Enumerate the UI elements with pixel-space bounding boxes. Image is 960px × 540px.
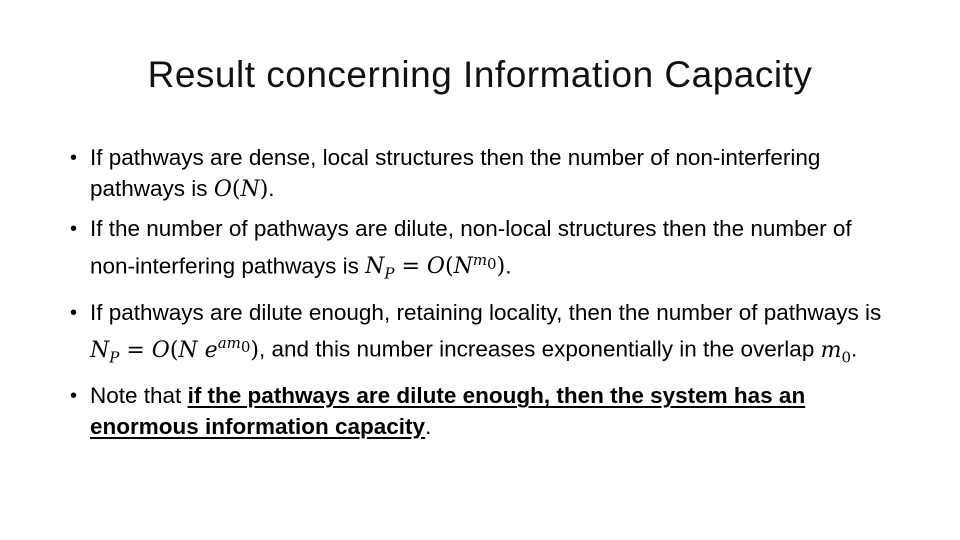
bullet-text: If the number of pathways are dilute, non-local structures then the number of non-interfering pathways is xyxy=(90,216,852,278)
bullet-end: . xyxy=(505,252,512,278)
math-expression: $N_P = O(N$ $e^{am_0}$) xyxy=(90,334,259,366)
bullet-text: If pathways are dilute enough, retaining locality, then the number of pathways is xyxy=(90,299,882,325)
bullet-dot-icon: • xyxy=(70,147,78,169)
bullet-dot-icon: • xyxy=(70,301,78,324)
bullet-dense-local xyxy=(62,143,892,205)
bullet-list xyxy=(62,143,892,451)
bullet-note xyxy=(62,381,892,442)
emphasized-conclusion: if the pathways are dilute enough, then the system has an enormous information capacity xyxy=(90,383,806,439)
bullet-text: Note that xyxy=(90,383,188,409)
math-overlap: $m_0$ xyxy=(820,337,851,366)
math-expression: $N_P = O(N^{m_0})$ xyxy=(365,250,506,283)
bullet-end: . xyxy=(851,336,858,362)
slide-title: Result concerning Information Capacity xyxy=(147,54,813,95)
math-expression: O(N) xyxy=(213,176,269,202)
bullet-dilute-local xyxy=(62,298,892,373)
bullet-middle-text: , and this number increases exponentially in the overlap xyxy=(259,336,821,362)
bullet-end: . xyxy=(268,175,275,201)
bullet-dot-icon: • xyxy=(70,218,78,240)
bullet-dot-icon: • xyxy=(70,385,78,408)
bullet-end: . xyxy=(425,413,432,439)
bullet-text: If pathways are dense, local structures then the number of non-interfering pathways is xyxy=(90,145,821,201)
bullet-dilute-nonlocal xyxy=(62,214,892,289)
